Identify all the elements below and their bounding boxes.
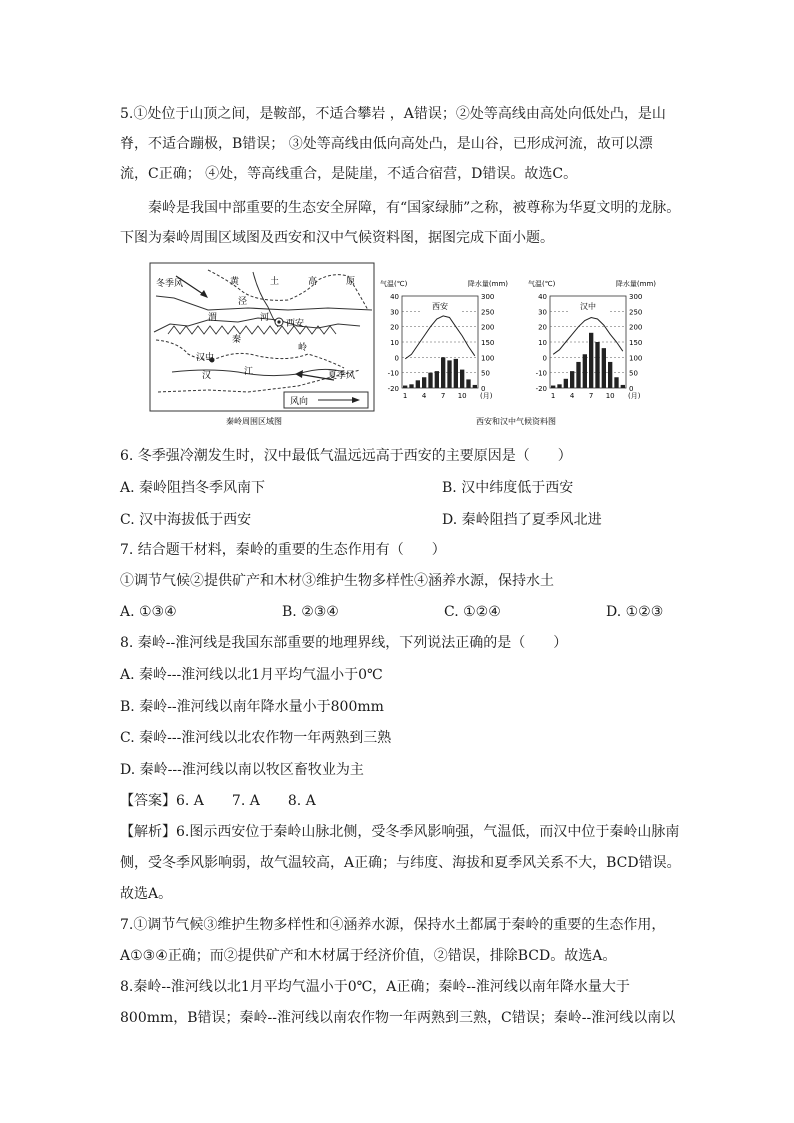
precip-bar [454,359,458,388]
temp-tick-label: 30 [538,308,547,317]
precip-axis-title: 降水量(mm) [467,280,508,288]
precip-bar [435,371,439,388]
month-tick-label: 7 [440,392,446,400]
q5-line-1: 5.①处位于山顶之间，是鞍部，不适合攀岩 ，A错误；②处等高线由高处向低处凸，是山 [120,106,666,122]
precip-bar [447,360,451,388]
analysis-line-7: 800mm，B错误；秦岭--淮河线以南农作物一年两熟到三熟，C错误；秦岭--淮河线以南以 [120,1010,676,1026]
temp-tick-label: 10 [538,339,547,347]
q6-stem: 6. 冬季强冷潮发生时，汉中最低气温远远高于西安的主要原因是（ ） [120,448,572,464]
temp-tick-label: -10 [387,369,399,378]
temp-tick-label: 10 [390,339,399,347]
month-tick-label: 4 [569,392,575,400]
temp-tick-label: -10 [535,369,547,378]
month-tick-label: 10 [605,392,615,400]
precip-tick-label: 250 [481,308,495,317]
answer-line: 【答案】6. A 7. A 8. A [120,793,316,809]
q8-stem: 8. 秦岭--淮河线是我国东部重要的地理界线，下列说法正确的是（ ） [120,635,568,651]
map-label: 泾 [238,297,248,307]
precip-tick-label: 50 [481,369,490,378]
month-tick-label: 1 [402,392,408,400]
map-label: 黄 [230,277,240,287]
map-label: 原 [346,277,356,287]
precip-bar [595,342,599,388]
precip-bar [557,384,561,388]
temp-tick-label: -20 [535,385,547,393]
temp-tick-label: 30 [390,308,399,317]
winter-monsoon-label: 冬季风 [156,279,184,289]
xian-label: 西安 [286,319,305,329]
analysis-line-1: 【解析】6.图示西安位于秦岭山脉北侧，受冬季风影响强，气温低，而汉中位于秦岭山脉南 [120,824,680,840]
analysis-line-6: 8.秦岭--淮河线以北1月平均气温小于0℃，A正确；秦岭--淮河线以南年降水量大于 [120,979,630,995]
precip-tick-label: 100 [481,354,495,363]
precip-bar [570,371,574,388]
summer-monsoon-label: 夏季风 [328,371,356,381]
precip-bar [621,385,625,388]
q5-line-3: 流，C正确； ④处，等高线重合，是陡崖，不适合宿营，D错误。故选C。 [120,166,578,182]
q6-option-a[interactable]: A. 秦岭阻挡冬季风南下 [120,480,266,496]
temp-tick-label: -20 [387,385,399,393]
qinling-map [150,263,374,426]
month-tick-label: 4 [421,392,427,400]
analysis-line-2: 侧，受冬季风影响弱，故气温较高，A正确；与纬度、海拔和夏季风关系不大，BCD错误。 [120,855,681,871]
temp-tick-label: 0 [542,354,547,363]
q7-option-b[interactable]: B. ②③④ [282,604,339,620]
map-label: 江 [244,367,254,377]
climate-caption: 西安和汉中气候资料图 [476,417,556,426]
precip-bar [466,379,470,388]
temp-tick-label: 40 [390,293,399,301]
map-label: 土 [270,277,280,287]
analysis-line-4: 7.①调节气候③维护生物多样性和④涵养水源，保持水土都属于秦岭的重要的生态作用， [120,917,666,933]
precip-axis-title: 降水量(mm) [615,280,656,288]
temp-axis-title: 气温(℃) [380,280,408,288]
month-tick-label: 1 [550,392,556,400]
precip-bar [428,373,432,388]
temp-tick-label: 20 [538,323,547,332]
precip-bar [422,377,426,388]
q7-option-d[interactable]: D. ①②③ [606,604,664,620]
temp-tick-label: 0 [394,354,399,363]
temp-tick-label: 40 [538,293,547,301]
precip-tick-label: 250 [629,308,643,317]
month-tick-label: 10 [457,392,467,400]
temp-line [405,316,475,359]
wind-direction-label: 风向 [290,397,309,407]
precip-bar [460,370,464,388]
precip-tick-label: 300 [629,293,643,301]
intro-line-1: 秦岭是我国中部重要的生态安全屏障，有“国家绿肺”之称，被尊称为华夏文明的龙脉。 [148,200,681,216]
q8-option-c[interactable]: C. 秦岭---淮河线以北农作物一年两熟到三熟 [120,730,392,746]
chart-title: 汉中 [580,302,596,311]
precip-tick-label: 0 [629,385,634,393]
map-label: 汉 [202,371,212,381]
precip-tick-label: 200 [481,323,495,332]
q6-option-d[interactable]: D. 秦岭阻挡了夏季风北进 [442,512,602,528]
xian-dot [277,320,280,323]
q8-option-b[interactable]: B. 秦岭--淮河线以南年降水量小于800mm [120,699,384,715]
q7-items: ①调节气候②提供矿产和木材③维护生物多样性④涵养水源，保持水土 [120,573,554,589]
precip-bar [473,385,477,388]
precip-bar [403,386,407,388]
precip-bar [564,379,568,388]
precip-bar [576,362,580,388]
precip-tick-label: 200 [629,323,643,332]
precip-bar [614,377,618,388]
precip-bar [551,386,555,388]
q8-option-d[interactable]: D. 秦岭---淮河线以南以牧区畜牧业为主 [120,762,364,778]
xian-climate-chart [380,279,508,400]
q7-option-a[interactable]: A. ①③④ [120,604,177,620]
temp-tick-label: 20 [390,323,399,332]
month-unit-label: (月) [628,392,641,400]
month-unit-label: (月) [480,392,493,400]
precip-tick-label: 150 [481,339,495,347]
q6-option-b[interactable]: B. 汉中纬度低于西安 [442,480,574,496]
precip-bar [589,333,593,388]
hanzhong-label: 汉中 [196,353,215,363]
map-label: 高 [308,277,318,287]
temp-axis-title: 气温(℃) [528,280,556,288]
precip-tick-label: 100 [629,354,643,363]
q7-option-c[interactable]: C. ①②④ [444,604,501,620]
map-label: 河 [260,313,270,323]
figure [148,262,678,430]
precip-tick-label: 0 [481,385,486,393]
month-tick-label: 7 [588,392,594,400]
precip-bar [441,357,445,388]
precip-bar [608,362,612,388]
map-label: 岭 [298,343,308,353]
intro-line-2: 下图为秦岭周围区域图及西安和汉中气候资料图，据图完成下面小题。 [120,230,554,246]
precip-bar [409,384,413,388]
hanzhong-climate-chart [528,279,656,400]
precip-bar [416,380,420,388]
map-label: 渭 [208,313,218,323]
precip-tick-label: 300 [481,293,495,301]
analysis-line-5: A①③④正确；而②提供矿产和木材属于经济价值，②错误，排除BCD。故选A。 [120,948,617,964]
q6-option-c[interactable]: C. 汉中海拔低于西安 [120,512,252,528]
precip-tick-label: 150 [629,339,643,347]
q8-option-a[interactable]: A. 秦岭---淮河线以北1月平均气温小于0℃ [120,667,383,683]
precip-bar [602,348,606,388]
map-caption: 秦岭周围区域图 [226,417,282,426]
q5-line-2: 脊，不适合蹦极，B错误； ③处等高线由低向高处凸，是山谷，已形成河流，故可以漂 [120,136,653,152]
analysis-line-3: 故选A。 [120,886,173,902]
temp-line [553,318,623,355]
precip-bar [583,354,587,388]
map-label: 秦 [232,335,242,345]
q7-stem: 7. 结合题干材料，秦岭的重要的生态作用有（ ） [120,542,446,558]
chart-title: 西安 [432,302,448,311]
figure-svg [148,262,678,430]
precip-tick-label: 50 [629,369,638,378]
